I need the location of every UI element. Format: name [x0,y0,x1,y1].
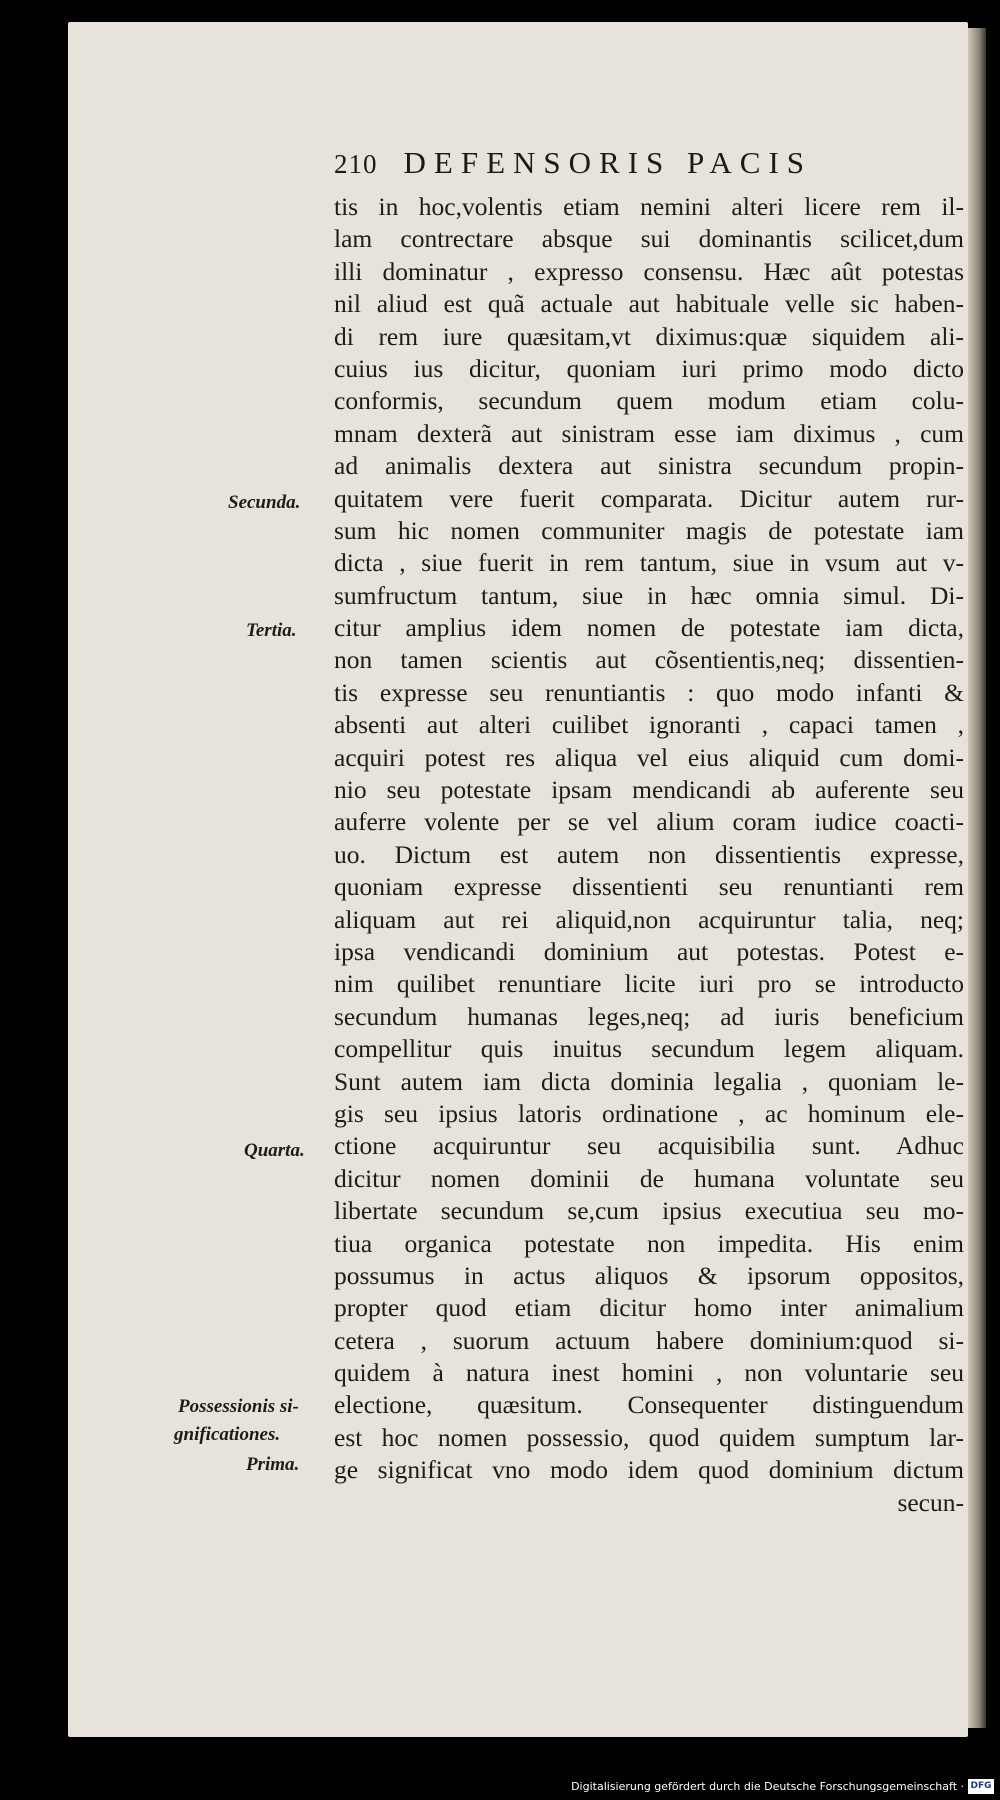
footer-bar [0,1774,1000,1800]
text-line: gis seu ipsius latoris ordinatione , ac hominum ele- [334,1098,964,1128]
text-line: tis expresse seu renuntiantis : quo modo infanti & [334,677,964,707]
text-line: quoniam expresse dissentienti seu renuntianti rem [334,872,964,902]
margin-note-secunda: Secunda. [228,492,301,513]
folio-number: 210 [334,149,378,179]
text-line: conformis, secundum quem modum etiam colu- [334,386,964,416]
text-line: ad animalis dextera aut sinistra secundum propin- [334,451,964,481]
text-line: libertate secundum se,cum ipsius executiua seu mo- [334,1196,964,1226]
body-text [334,191,964,1519]
text-line: ipsa vendicandi dominium aut potestas. Potest e- [334,936,964,966]
text-line: quidem à natura inest homini , non voluntarie seu [334,1358,964,1388]
text-line: nio seu potestate ipsam mendicandi ab auferente seu [334,775,964,805]
text-line: absenti aut alteri cuilibet ignoranti , capaci tamen , [334,710,964,740]
text-line: mnam dexterã aut sinistram esse iam diximus , cum [334,418,964,448]
text-line: cuius ius dicitur, quoniam iuri primo modo dicto [334,353,964,383]
running-title: DEFENSORIS PACIS [403,145,813,180]
funding-credit: Digitalisierung gefördert durch die Deutsche Forschungsgemeinschaft · [571,1780,964,1793]
text-line: di rem iure quæsitam,vt diximus:quæ siquidem ali- [334,321,964,351]
margin-note-tertia: Tertia. [246,620,297,641]
running-head [334,145,954,181]
text-line: tis in hoc,volentis etiam nemini alteri licere rem il- [334,192,964,221]
text-line: ge significat vno modo idem quod dominium dictum [334,1455,964,1485]
page-edge [968,28,986,1728]
text-line: cetera , suorum actuum habere dominium:quod si- [334,1325,964,1355]
text-line: Sunt autem iam dicta dominia legalia , quoniam le- [334,1066,964,1096]
text-line: non tamen scientis aut cõsentientis,neq; dissentien- [334,645,964,675]
text-line: electione, quæsitum. Consequenter distinguendum [334,1390,964,1420]
catchword: secun- [897,1487,964,1517]
text-line: acquiri potest res aliqua vel eius aliquid cum domi- [334,742,964,772]
margin-note-quarta: Quarta. [244,1140,305,1161]
text-line: compellitur quis inuitus secundum legem aliquam. [334,1034,964,1064]
margin-note-possessionis: Possessionis si- [178,1396,299,1417]
text-line: quitatem vere fuerit comparata. Dicitur autem rur- [334,483,964,513]
text-line: est hoc nomen possessio, quod quidem sumptum lar- [334,1422,964,1452]
text-line: sumfructum tantum, siue in hæc omnia simul. Di- [334,580,964,610]
text-line: possumus in actus aliquos & ipsorum oppositos, [334,1260,964,1290]
text-line: ctione acquiruntur seu acquisibilia sunt. Adhuc [334,1131,964,1161]
text-line: propter quod etiam dicitur homo inter animalium [334,1293,964,1323]
text-line: tiua organica potestate non impedita. His enim [334,1228,964,1258]
text-line: dicta , siue fuerit in rem tantum, siue in vsum aut v- [334,548,964,578]
text-line: secundum humanas leges,neq; ad iuris beneficium [334,1001,964,1031]
text-line: sum hic nomen communiter magis de potestate iam [334,515,964,545]
margin-note-significationes: gnificationes. [174,1424,281,1445]
text-line: illi dominatur , expresso consensu. Hæc aût potestas [334,256,964,286]
text-line: auferre volente per se vel alium coram iudice coacti- [334,807,964,837]
text-line: uo. Dictum est autem non dissentientis expresse, [334,839,964,869]
text-line: aliquam aut rei aliquid,non acquiruntur talia, neq; [334,904,964,934]
text-line: nim quilibet renuntiare licite iuri pro se introducto [334,969,964,999]
text-line: dicitur nomen dominii de humana voluntate seu [334,1163,964,1193]
text-line: nil aliud est quã actuale aut habituale velle sic haben- [334,289,964,319]
text-line: citur amplius idem nomen de potestate iam dicta, [334,613,964,643]
margin-note-prima: Prima. [246,1454,300,1475]
dfg-logo: DFG [968,1779,994,1794]
text-line: lam contrectare absque sui dominantis scilicet,dum [334,224,964,254]
